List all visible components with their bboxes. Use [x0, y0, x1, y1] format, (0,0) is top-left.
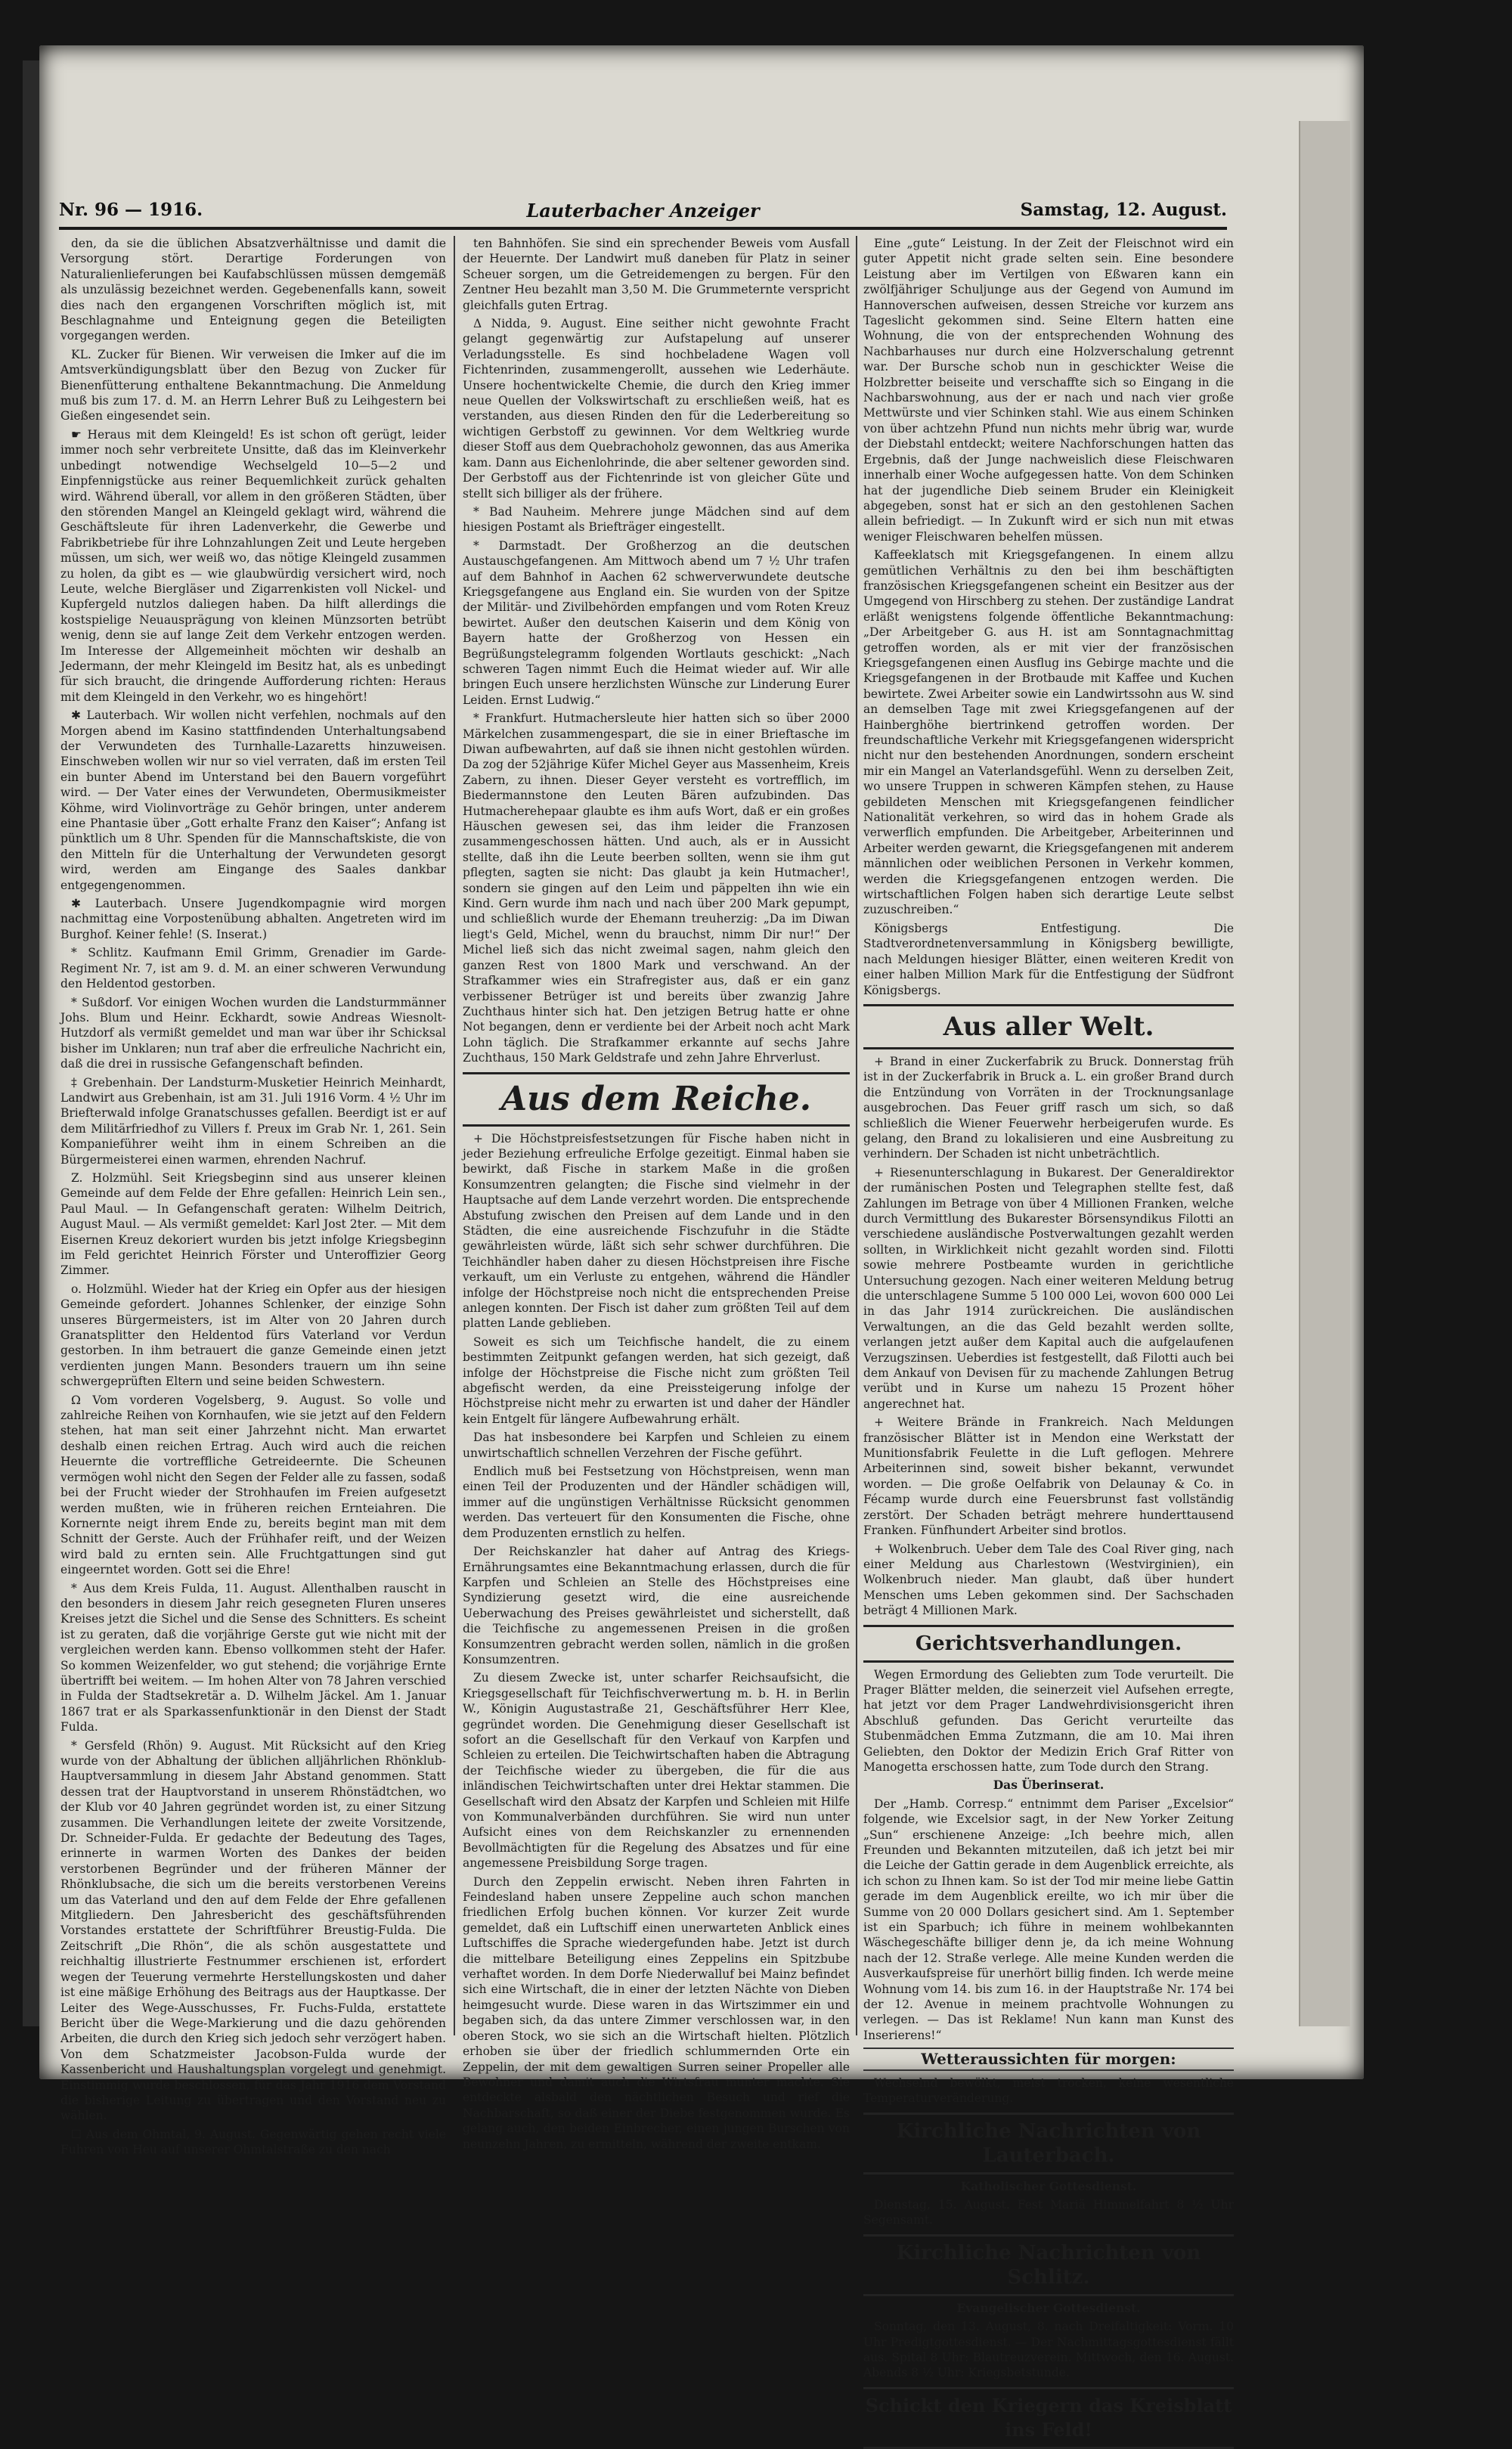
column-1 — [60, 236, 446, 2157]
newspaper-title: Lauterbacher Anzeiger — [526, 200, 760, 222]
article-mord: Wegen Ermordung des Geliebten zum Tode verurteilt. Die Prager Blätter melden, die seinerzeit viel Aufsehen erregte, hat jetzt vor dem Prager Landwehrdivisionsgericht ihren Abschluß gefunden. Das Gericht verurteilte das Stubenmädchen Emma Zutzmann, die am 10. Mai ihren Geliebten, den Doktor der Medizin Erich Graf Ritter von Manogetta erschossen hatte, zum Tode durch den Strang. — [863, 1667, 1234, 1774]
article-grebenhain: ‡ Grebenhain. Der Landsturm-Musketier Heinrich Meinhardt, Landwirt aus Grebenhain, ist am 31. Juli 1916 Vorm. 4 ½ Uhr im Briefterwald infolge Granatschusses gefallen. Beerdigt ist er auf dem Militärfriedhof zu Villers f. Preux im Grab Nr. 1, 261. Sein Kompanieführer weiht ihm in einem Schreiben an die Bürgermeisterei einen warmen, ehrenden Nachruf. — [60, 1075, 446, 1167]
church-lauterbach-text: Dienstag, 15. August. Fest Mariä Himmelfahrt 8 ½ Uhr Segensamt. — [863, 2197, 1234, 2227]
article-karpfen: Das hat insbesondere bei Karpfen und Schleien zu einem unwirtschaftlich schnellen Verzehren der Fische geführt. — [463, 1431, 850, 1460]
article-holzmuehl-2: o. Holzmühl. Wieder hat der Krieg ein Opfer aus der hiesigen Gemeinde gefordert. Johannes Schlenker, der einzige Sohn unseres Bürgermeisters, ist im Alter von 20 Jahren durch Granatsplitter den Heldentod fürs Vaterland vor Verdun gestorben. In ihm betrauert die ganze Gemeinde einen jetzt verdienten jungen Mann. Besonders trauern um ihn seine schwergeprüften Eltern und seine beiden Schwestern. — [60, 1282, 446, 1389]
column-2 — [463, 236, 850, 2151]
article-nidda: Δ Nidda, 9. August. Eine seither nicht gewohnte Fracht gelangt gegenwärtig zur Aufstapelung auf unserer Verladungsstelle. Es sind hochbeladene Wagen voll Fichtenrinden, zusammengerollt, aussehen wie Lederhäute. Unsere hochentwickelte Chemie, die durch den Krieg immer neue Quellen der Volkswirtschaft zu erschließen weiß, hat es verstanden, aus diesen Rinden den für die Lederbereitung so wichtigen Gerbstoff zu gewinnen. Vor dem Weltkrieg wurde dieser Stoff aus dem Quebrachoholz gewonnen, das aus Amerika kam. Dann aus Eichenlohrinde, die aber seltener geworden sind. Der Gerbstoff aus der Fichtenrinde ist von gleicher Güte und stellt sich billiger als der frühere. — [463, 317, 850, 501]
article-lauterbach-2: ✱ Lauterbach. Unsere Jugendkompagnie wird morgen nachmittag eine Vorpostenübung abhalten. Angetreten wird im Burghof. Keiner fehle! (S. Inserat.) — [60, 897, 446, 941]
article-holzmuehl-1: Z. Holzmühl. Seit Kriegsbeginn sind aus unserer kleinen Gemeinde auf dem Felde der Ehre gefallen: Heinrich Lein sen., Paul Maul. — In Gefangenschaft geraten: Wilhelm Deitrich, August Maul. — Als vermißt gemeldet: Karl Jost 2ter. — Mit dem Eisernen Kreuz dekoriert wurden bis jetzt infolge Kriegsbeginn im Feld gerichtet Heinrich Förster und Unteroffizier Georg Zimmer. — [60, 1170, 446, 1278]
article-zeppelin: Durch den Zeppelin erwischt. Neben ihren Fahrten in Feindesland haben unsere Zeppeline auch schon manchen friedlichen Erfolg buchen können. Vor kurzer Zeit wurde gemeldet, daß ein Luftschiff einen unerwarteten Anblick eines Luftschiffes die Sprache wiedergefunden habe. Jetzt ist durch die mittelbare Beteiligung eines Zeppelins ein Spitzbube verhaftet worden. In dem Dorfe Niederwalluf bei Mainz befindet sich eine Wirtschaft, die in einer der letzten Nächte von Dieben heimgesucht wurde. Diese waren in das Wirtszimmer ein und begaben sich, da das untere Zimmer verschlossen war, in den oberen Stock, wo sie sich an die Wirtschaft hielten. Plötzlich erhoben sie über der friedlich schlummernden Orte ein Zeppelin, der mit dem gewaltigen Surren seiner Propeller alle Bewohner und damit auch die Wirtsfrau munter machte. Sie entdeckte alsbald den nächtlichen Besuch und rief die Nachbarschaft, so daß einer der Diebe festgenommen wurde. Es gelang auch, den beiden Einbrecher, einen jungen Burschen von neunzehn Jahren, zu ermitteln, während der zweite entkam. — [463, 1874, 850, 2151]
article-sussdorf: * Sußdorf. Vor einigen Wochen wurden die Landsturmmänner Johs. Blum und Heinr. Eckhardt, sowie Andreas Wiesnolt-Hutzdorf als vermißt gemeldet und man war über ihr Schicksal bisher im Unklaren; nun traf aber die erfreuliche Nachricht ein, daß die drei in russische Gefangenschaft befinden. — [60, 995, 446, 1071]
article-bad-nauheim: * Bad Nauheim. Mehrere junge Mädchen sind auf dem hiesigen Postamt als Briefträger eingestellt. — [463, 504, 850, 535]
church-schlitz-heading: Kirchliche Nachrichten von Schlitz. — [863, 2234, 1234, 2296]
article-gute-leistung: Eine „gute“ Leistung. In der Zeit der Fleischnot wird ein guter Appetit nicht grade selten sein. Eine besondere Leistung aber im Vertilgen von Eßwaren kann ein zwölfjähriger Schuljunge aus der Gegend von Aumund im Hannoverschen aufweisen, dessen Streiche vor kurzem ans Tageslicht gekommen sind. Seine Eltern hatten eine Wohnung, die von der entsprechenden Wohnung des Nachbarhauses nur durch eine Holzverschalung getrennt war. Der Bursche schob nun in geschickter Weise die Holzbretter beiseite und verschaffte sich so Eingang in die Nachbarswohnung, aus der er nach und nach vier große Mettwürste und vier Schinken stahl. Wie aus einem Schinken von über achtzehn Pfund nun nichts mehr übrig war, wurde der Diebstahl entdeckt; weitere Nachforschungen hatten das Ergebnis, daß der Junge nachweislich diese Fleischwaren innerhalb einer Woche aufgegessen hatte. Von dem Schinken hat der jugendliche Dieb seinem Bruder ein Kleinigkeit abgegeben, sonst hat er sich an den gestohlenen Sachen allein befriedigt. — In Zukunft wird er sich nun mit etwas weniger Fleischwaren behelfen müssen. — [863, 237, 1234, 544]
article-teichfische: Soweit es sich um Teichfische handelt, die zu einem bestimmten Zeitpunkt gefangen werden, hat sich gezeigt, daß infolge der Höchstpreise die Fische nicht zum größten Teil abgefischt werden, da eine Preissteigerung infolge der Höchstpreise nicht mehr zu erwarten ist und daher der Händler kein Entgelt für längere Aufbewahrung erhält. — [463, 1335, 850, 1426]
article-ohmtal: ☐ Aus dem Ohmtal, 9. August. Gegenwärtig gehen recht viele Fuhren von Heu auf unserer Ohmtalstraße zu den nach — [60, 2127, 446, 2157]
section-heading-welt: Aus aller Welt. — [863, 1004, 1234, 1049]
article-kleingeld: ☛ Heraus mit dem Kleingeld! Es ist schon oft gerügt, leider immer noch sehr verbreitete Unsitte, daß das im Kleinverkehr unbedingt notwendige Wechselgeld 10—5—2 und Einpfennigstücke aus reiner Bequemlichkeit zurück gehalten wird. Während überall, vor allem in den größeren Städten, über den störenden Mangel an Kleingeld geklagt wird, während die Geschäftsleute für ihren Ladenverkehr, die Gewerbe und Fabrikbetriebe für ihre Lohnzahlungen Zeit und Leute hergeben müssen, um sich, wer weiß wo, das nötige Kleingeld zusammen zu holen, da gibt es — wie glaubwürdig versichert wird, noch Leute, welche Biergläser und Zigarrenkisten voll Nickel- und Kupfergeld nutzlos daliegen haben. Da hilft allerdings die kostspielige Neuausprägung von kleinen Münzsorten betrübt wenig, denn sie auf lange Zeit dem Verkehr entzogen werden. Im Interesse der Allgemeinheit möchten wir deshalb an Jedermann, der mehr Kleingeld im Besitz hat, als es unbedingt für sich braucht, die dringende Aufforderung richten: Heraus mit dem Kleingeld in den Verkehr, wo es hingehört! — [60, 427, 446, 704]
article-koenigsberg: Königsbergs Entfestigung. Die Stadtverordnetenversammlung in Königsberg bewilligte, nach Meldungen hiesiger Blätter, einen weiteren Kredit von einer halben Million Mark für die Entfestigung der Südfront Königsbergs. — [863, 921, 1234, 997]
article-inserat-title: Das Überinserat. — [993, 1778, 1105, 1793]
section-heading-reich: Aus dem Reiche. — [463, 1072, 850, 1127]
article-bukarest: + Riesenunterschlagung in Bukarest. Der Generaldirektor der rumänischen Posten und Telegraphen stellte fest, daß Zahlungen im Betrage von über 4 Millionen Franken, welche durch Vermittlung des Bukarester Börsensyndikus Filotti an verschiedene ausländische Postverwaltungen gezahlt werden sollten, in Wirklichkeit nicht gezahlt worden sind. Filotti sowie mehrere Postbeamte wurden in gerichtliche Untersuchung gezogen. Nach einer weiteren Meldung betrug die unterschlagene Summe 5 100 000 Lei, wovon 600 000 Lei in das Jahr 1914 zurückreichen. Die ausländischen Verwaltungen, an die das Geld bezahlt werden sollte, verlangen jetzt außer dem Kapital auch die aufgelaufenen Verzugszinsen. Ueberdies ist festgestellt, daß Filotti auch bei dem Ankauf von Devisen für zu machende Zahlungen Betrug verübt und in Kurse um nahezu 15 Prozent höher angerechnet hat. — [863, 1165, 1234, 1411]
section-heading-gericht: Gerichtsverhandlungen. — [863, 1625, 1234, 1663]
column-3 — [863, 236, 1234, 2441]
article-kaffeeklatsch: Kaffeeklatsch mit Kriegsgefangenen. In einem allzu gemütlichen Verhältnis zu den bei ihm beschäftigten französischen Kriegsgefangenen scheint ein Besitzer aus der Umgegend von Hirschberg zu stehen. Der zuständige Landrat erläßt wenigstens folgende öffentliche Bekanntmachung: „Der Arbeitgeber G. aus H. ist am Sonntagnachmittag getroffen worden, als er mit vier der französischen Kriegsgefangenen einen Ausflug ins Gebirge machte und die Kriegsgefangenen in der Brotbaude mit Kaffee und Kuchen bewirtete. Zwei Arbeiter sowie ein Landwirtssohn aus W. sind an demselben Tage mit zwei Kriegsgefangenen auf der Hainberghöhe biertrinkend getroffen worden. Der freundschaftliche Verkehr mit Kriegsgefangenen widerspricht nicht nur den bestehenden Anordnungen, sondern erscheint mir ein Mangel an Vaterlandsgefühl. Wenn zu derselben Zeit, wo unsere Truppen in schweren Kämpfen stehen, zu Hause gebildeten Menschen mit Kriegsgefangenen feindlicher Nationalität verkehren, so wird das in hohem Grade als verwerflich empfunden. Die Arbeitgeber, Arbeiterinnen und Arbeiter werden gewarnt, die Kriegsgefangenen mit anderem männlichen oder weiblichen Personen in Verkehr kommen, werden die Kriegsgefangenen entzogen werden. Die wirtschaftlichen Folgen haben sich derartige Leute selbst zuzuschreiben.“ — [863, 548, 1234, 917]
column-divider-2 — [856, 236, 857, 2035]
article-gesellschaft: Zu diesem Zwecke ist, unter scharfer Reichsaufsicht, die Kriegsgesellschaft für Teichfischverwertung m. b. H. in Berlin W., Königin Augustastraße 21, Geschäftsführer Herr Klee, gegründet worden. Die Genehmigung dieser Gesellschaft ist sofort an die Gesellschaft für den Verkauf von Karpfen und Schleien zu erteilen. Die Teichwirtschaften haben die Abtragung der Teichfische wieder zu übergeben, die für die aus inländischen Teichwirtschaften unter drei Hektar stammen. Die Gesellschaft wird den Absatz der Karpfen und Schleien mit Hilfe von Kommunalverbänden durchführen. Sie wird nun unter Aufsicht eines von dem Reichskanzler zu ernennenden Bevollmächtigten für die Regelung des Absatzes und für eine angemessene Preisbildung Sorge tragen. — [463, 1671, 850, 1871]
article-text: den, da sie die üblichen Absatzverhältnisse und damit die Versorgung stört. Derartige Forderungen von Naturalienlieferungen bei Kaufabschlüssen müssen demgemäß als unzulässig bezeichnet werden. Gegebenenfalls kann, soweit dies nach den ergangenen Vorschriften möglich ist, mit Beschlagnahme und Enteignung gegen die Beteiligten vorgegangen werden. — [60, 237, 446, 343]
weather-text: Wechselnd bewölkt, meist trocken, keine wesentliche Temperaturveränderung. — [863, 2075, 1234, 2106]
church-lauterbach-heading: Kirchliche Nachrichten von Lauterbach. — [863, 2113, 1234, 2175]
article-text: ten Bahnhöfen. Sie sind ein sprechender Beweis vom Ausfall der Heuernte. Der Landwirt muß daneben für Platz in seiner Scheuer sorgen, um die Getreidemengen zu bergen. Für den Zentner Heu bezahlt man 3,50 M. Die Grummeternte verspricht gleichfalls guten Ertrag. — [463, 237, 850, 312]
article-zucker: KL. Zucker für Bienen. Wir verweisen die Imker auf die im Amtsverkündigungsblatt über den Bezug von Zucker für Bienenfütterung enthaltene Bekanntmachung. Die Anmeldung muß bis zum 17. d. M. an Herrn Lehrer Buß zu Leihgestern bei Gießen eingesendet sein. — [60, 347, 446, 423]
article-darmstadt: * Darmstadt. Der Großherzog an die deutschen Austauschgefangenen. Am Mittwoch abend um 7 ½ Uhr trafen auf dem Bahnhof in Aachen 62 schwerverwundete deutsche Kriegsgefangene aus England ein. Sie wurden von der Spitze der Militär- und Zivilbehörden empfangen und vom Roten Kreuz bewirtet. Außer den deutschen Kaiserin und dem König von Bayern hatte der Großherzog von Hessen ein Begrüßungstelegramm folgenden Wortlauts geschickt: „Nach schweren Tagen nimmt Euch die Heimat wieder auf. Wir alle bringen Euch unsere herzlichsten Wünsche zur Linderung Eurer Leiden. Ernst Ludwig.“ — [463, 538, 850, 707]
article-hoechstpreise: Endlich muß bei Festsetzung von Höchstpreisen, wenn man einen Teil der Produzenten und der Händler schädigen will, immer auf die ungünstigen Verhältnisse Rücksicht genommen werden. Das verteuert für den Konsumenten die Fische, ohne dem Produzenten ernstlich zu helfen. — [463, 1465, 850, 1540]
article-kreis-fulda: * Aus dem Kreis Fulda, 11. August. Allenthalben rauscht in den besonders in diesem Jahr reich gesegneten Fluren unseres Kreises jetzt die Sichel und die Sense des Schnitters. Es scheint ist zu geraten, daß die vorjährige Gerste gut wie nicht mit der vergleichen werden kann. Ebenso vollkommen steht der Hafer. So kommen Weizenfelder, wo gut stehend; die vorjährige Ernte übertrifft bei weitem. — Im hohen Alter von 78 Jahren verschied in Fulda der Stadtsekretär a. D. Wilhelm Jäckel. Am 1. Januar 1867 trat er als Sparkassenfunktionär in den Dienst der Stadt Fulda. — [60, 1581, 446, 1734]
article-wolkenbruch: + Wolkenbruch. Ueber dem Tale des Coal River ging, nach einer Meldung aus Charlestown (Westvirginien), ein Wolkenbruch nieder. Man glaubt, daß über hundert Menschen ums Leben gekommen sind. Der Sachschaden beträgt 4 Millionen Mark. — [863, 1542, 1234, 1618]
article-frankreich: + Weitere Brände in Frankreich. Nach Meldungen französischer Blätter ist in Mendon eine Werkstatt der Munitionsfabrik Feulette in die Luft geflogen. Mehrere Arbeiterinnen sind, soweit bisher bekannt, verwundet worden. — Die große Oelfabrik von Delaunay & Co. in Fécamp wurde durch eine Feuersbrunst fast vollständig zerstört. Der Schaden beträgt mehrere hunderttausend Franken. Fünfhundert Arbeiter sind brotlos. — [863, 1415, 1234, 1538]
issue-date: Samstag, 12. August. — [1020, 200, 1227, 220]
article-vogelsberg: Ω Vom vorderen Vogelsberg, 9. August. So volle und zahlreiche Reihen von Kornhaufen, wie sie jetzt auf den Feldern stehen, hat man seit einer Jahrzehnt nicht. Man erwartet deshalb einen reichen Ertrag. Auch wird auch die reichen Heuernte die vortreffliche Getreideernte. Die Scheunen vermögen wohl nicht den Segen der Felder alle zu fassen, sodaß bei der Frucht wieder der Strohhaufen im Freien aufgesetzt werden mußten, wie in früheren reichen Ernteiahren. Die Kornernte neigt ihrem Ende zu, bereits begint man mit dem Schnitt der Gerste. Auch der Frühhafer reift, und der Weizen wird bald zu ernten sein. Alle Fruchtgattungen sind gut eingeerntet worden. Gott sei die Ehre! — [60, 1393, 446, 1577]
article-inserat: Der „Hamb. Corresp.“ entnimmt dem Pariser „Excelsior“ folgende, wie Excelsior sagt, in der New Yorker Zeitung „Sun“ erschienene Anzeige: „Ich beehre mich, allen Freunden und Bekannten mitzuteilen, daß ich jetzt bei mir die Leiche der Gattin gerade in dem Augenblick erreichte, als ich schon zu Ihnen kam. So ist der Tod mir meine liebe Gattin gerade im dem Augenblick ereilte, wo ich mir über die Summe von 20 000 Dollars gesichert sind. Am 1. September ist ein Sparbuch; ich führe in meinem wohlbekannten Wäschegeschäfte billiger denn je, da ich meine Wohnung nach der 12. Straße verlege. Alle meine Kunden werden die Ausverkaufspreise für unerhört billig finden. Ich werde meine Wohnung vom 14. bis zum 16. in der Hauptstraße Nr. 174 bei der 12. Avenue in meinem prachtvolle Wohnungen zu verlegen. — Das ist Reklame! Nun kann man Kunst des Inserierens!“ — [863, 1796, 1234, 2042]
header-rule — [59, 227, 1227, 230]
weather-heading: Wetteraussichten für morgen: — [863, 2048, 1234, 2070]
church-schlitz-sub: Evangelischer Gottesdienst. — [956, 2300, 1141, 2315]
page-header — [59, 200, 1227, 225]
article-schlitz: * Schlitz. Kaufmann Emil Grimm, Grenadier im Garde-Regiment Nr. 7, ist am 9. d. M. an einer schweren Verwundung den Heldentod gestorben. — [60, 946, 446, 991]
article-reichskanzler: Der Reichskanzler hat daher auf Antrag des Kriegs-Ernährungsamtes eine Bekanntmachung erlassen, durch die für Karpfen und Schleien an Stelle des Höchstpreises eine Syndizierung gesetzt wird, die eine ausreichende Ueberwachung des Preises gewährleistet und sicherstellt, daß die Teichfische zu angemessenen Preisen in die großen Konsumzentren gebracht werden sollen, nämlich in die großen Konsumzentren. — [463, 1545, 850, 1666]
church-schlitz-text: Sonntag, den 13. August, 8. nach Dreifaltigkeit: Vorm. 10 Uhr Predigtgottesdienst. — Der Nachmittagsgottesdienst fällt aus. Spital 8 Uhr: Blautreuzverein. Mittwoch, den 16. August. Abends 8 ½ Uhr: Kriegsbetstunde. — [863, 2320, 1234, 2380]
article-bruck: + Brand in einer Zuckerfabrik zu Bruck. Donnerstag früh ist in der Zuckerfabrik in Bruck a. L. ein großer Brand durch die Entzündung von Vorräten in der Trocknungsanlage ausgebrochen. Das Feuer griff rasch um sich, so daß schließlich die Wiener Feuerwehr herbeigerufen wurde. Es gelang, den Brand zu lokalisieren und eine Ausbreitung zu verhindern. Der Schaden ist nicht unbeträchtlich. — [863, 1054, 1234, 1161]
kreisblatt-slogan: Schickt den Kriegern das Kreisblatt ins Feld! — [863, 2387, 1234, 2449]
church-lauterbach-sub: Katholischer Gottesdienst. — [960, 2178, 1137, 2193]
article-frankfurt: * Frankfurt. Hutmachersleute hier hatten sich so über 2000 Märkelchen zusammengespart, die sie in einer Brieftasche im Diwan aufbewahrten, auf daß sie ihnen nicht gestohlen würden. Da zog der 52jährige Küfer Michel Geyer aus Massenheim, Kreis Zabern, zu ihnen. Dieser Geyer versteht es vortrefflich, im Biedermannstone den Leuten Bären aufzubinden. Das Hutmacherehepaar glaubte es ihm aufs Wort, daß er ein großes Häuschen gewesen sei, das ihm leider die Franzosen zusammengeschossen hätten. Und auch, als er in Aussicht stellte, daß ihn die Leute beerben sollten, wenn sie ihm gut pflegten, sagten sie nicht: Das glaubt ja kein Hutmacher!, sondern sie gingen auf den Leim und päppelten ihn wie ein Kind. Gern wurde ihm nach und nach über 200 Mark gepumpt, und schließlich wurde der Ehemann treuherzig: „Da im Diwan liegt's Geld, Michel, wenn du brauchst, nimm Dir nur!“ Der Michel ließ sich das nicht zweimal sagen, nahm gleich den ganzen Rest von 1800 Mark und verschwand. An der Strafkammer wies ein Strafregister aus, daß er ein ganz verbissener Betrüger ist und bereits über zwanzig Jahre Zuchthaus hinter sich hat. Den jetzigen Betrug hatte er ohne Not begangen, denn er verdiente bei der Arbeit noch acht Mark Lohn täglich. Die Strafkammer erkannte auf sechs Jahre Zuchthaus, 150 Mark Geldstrafe und zehn Jahre Ehrverlust. — [463, 711, 850, 1065]
article-gersfeld: * Gersfeld (Rhön) 9. August. Mit Rücksicht auf den Krieg wurde von der Abhaltung der üblichen alljährlichen Rhönklub-Hauptversammlung in diesem Jahr Abstand genommen. Statt dessen trat der Hauptvorstand in unserem Rhönstädtchen, wo der Klub vor 40 Jahren gegründet worden ist, zu einer Sitzung zusammen. Die Verhandlungen leitete der zweite Vorsitzende, Dr. Schneider-Fulda. Er gedachte der Bedeutung des Tages, erinnerte in warmen Worten des Dankes der beiden verstorbenen Begründer und der früheren Männer der Rhönklubsache, die sich um die bereits verstorbenen Vereins um das Vaterland und den auf dem Felde der Ehre gefallenen Mitgliedern. Den Jahresbericht des geschäftsführenden Vorstandes erstattete der Schriftführer Breustig-Fulda. Die Zeitschrift „Die Rhön“, die als schön ausgestattete und reichhaltig illustrierte Festnummer erschienen ist, erfordert wegen der Teuerung vermehrte Herstellungskosten und daher ist eine mäßige Erhöhung des Beitrags aus der Hauptkasse. Der Leiter des Wege-Ausschusses, Fr. Fuchs-Fulda, erstattete Bericht über die Wege-Markierung und die dazu gehörenden Arbeiten, die durch den Krieg sich jedoch sehr verzögert haben. Von dem Schatzmeister Jacobson-Fulda wurde der Kassenbericht und Haushaltungsplan vorgelegt und genehmigt. Einstimmig wurde beschlossen, für das Jahr 1916 dem Vorstand die bisherige Leitung zu übertragen und den Vorstand neu zu wählen. — [60, 1738, 446, 2123]
article-lauterbach-1: ✱ Lauterbach. Wir wollen nicht verfehlen, nochmals auf den Morgen abend im Kasino stattfindenden Unterhaltungsabend der Verwundeten des Turnhalle-Lazaretts hinzuweisen. Einschweben wollen wir nur so viel verraten, daß im ersten Teil ein bunter Abend im Unterstand bei den Bauern vorgeführt wird. — Der Vater eines der Verwundeten, Obermusikmeister Köhme, wird Violinvorträge zu Gehör bringen, unter anderem eine Phantasie über „Gott erhalte Franz den Kaiser“; Anfang ist pünktlich um 8 Uhr. Spenden für die Mannschaftskiste, die von den Mitteln für die Unterhaltung der Verwundeten gesorgt wird, werden am Eingange des Saales dankbar entgegengenommen. — [60, 708, 446, 892]
page-edge-right — [1299, 121, 1350, 2026]
article-fische: + Die Höchstpreisfestsetzungen für Fische haben nicht in jeder Beziehung erfreuliche Erfolge gezeitigt. Einmal haben sie bewirkt, daß Fische in starkem Maße in die großen Konsumzentren gelangten; die Fische sind vielmehr in der Hauptsache auf dem Lande verzehrt worden. Die entsprechende Abstufung zwischen den Preisen auf dem Lande und in den Städten, die eine ausreichende Fischzufuhr in die Städte gewährleisten würde, läßt sich sehr schwer durchführen. Die Teichhändler haben daher zu diesen Höchstpreisen ihre Fische verkauft, um ein Verluste zu entgehen, während die Händler infolge der Höchstpreise noch nicht die entsprechenden Preise anlegen konnten. Der Fisch ist daher zum größten Teil auf dem platten Lande geblieben. — [463, 1131, 850, 1331]
issue-number: Nr. 96 — 1916. — [59, 200, 203, 220]
column-divider-1 — [454, 236, 455, 2035]
